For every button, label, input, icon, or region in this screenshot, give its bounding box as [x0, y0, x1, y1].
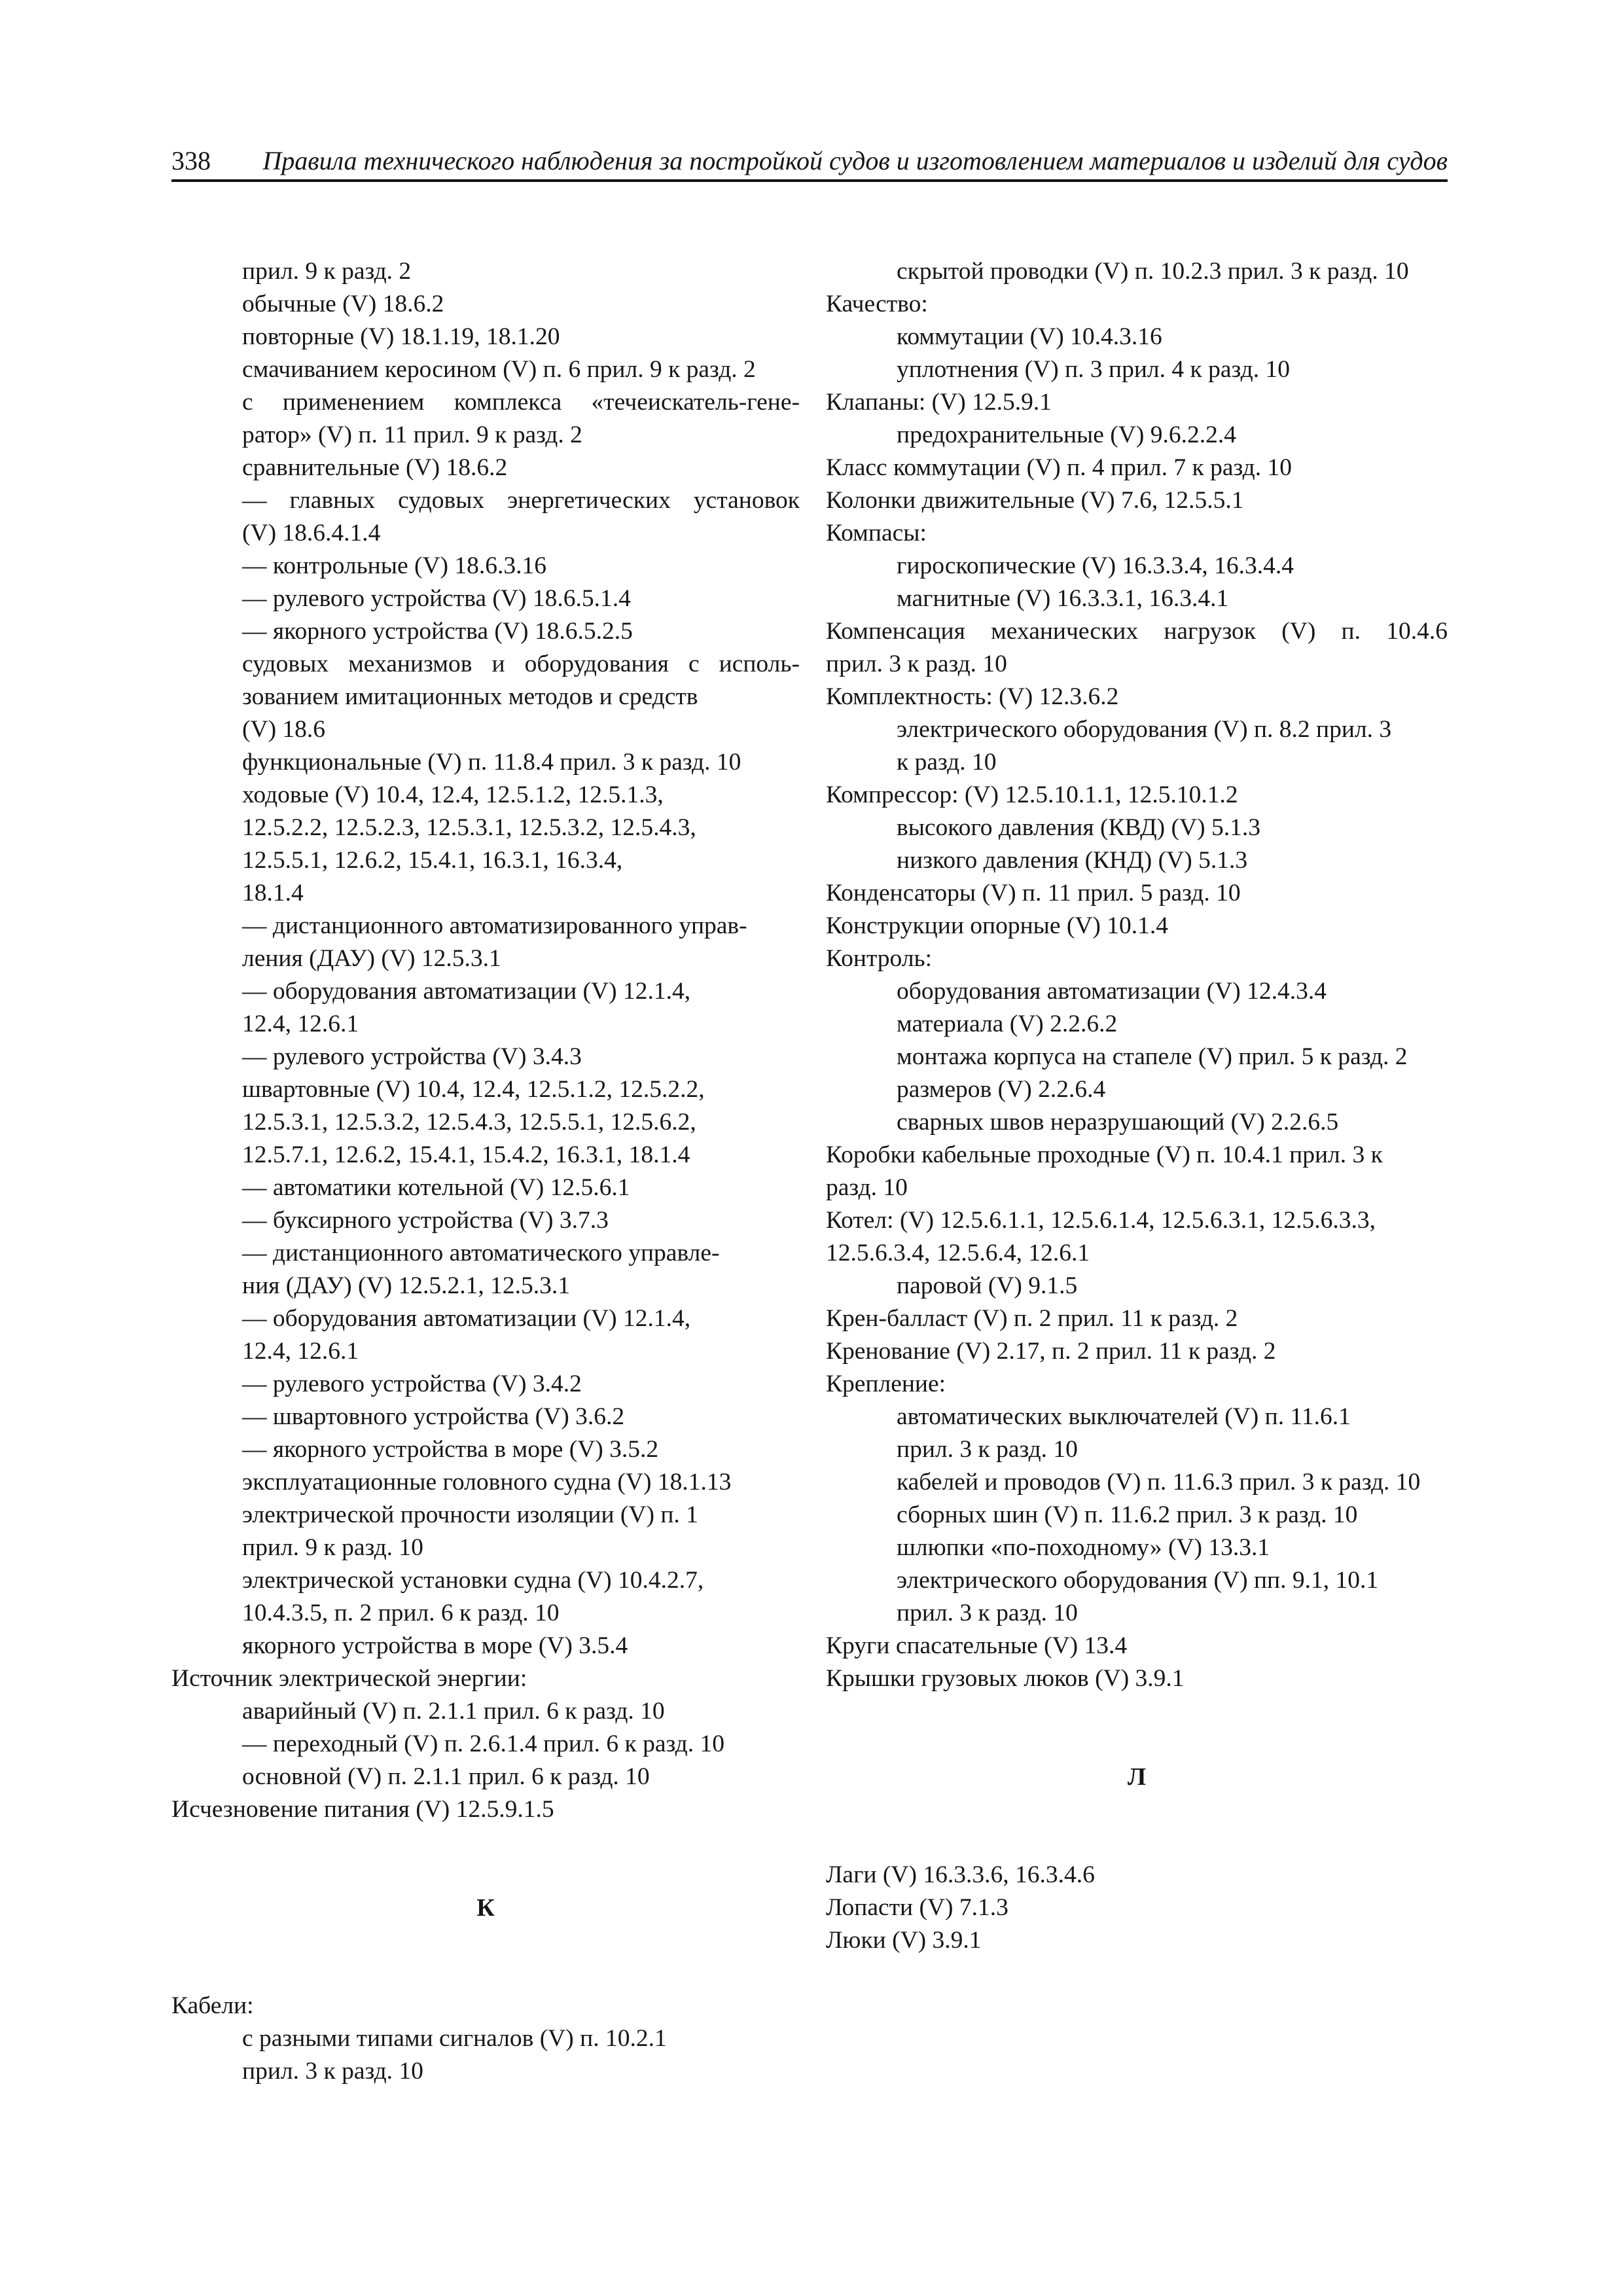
- index-entry: разд. 10: [826, 1174, 908, 1201]
- index-subentry: якорного устройства в море (V) 3.5.4: [242, 1632, 628, 1659]
- index-subentry: — буксирного устройства (V) 3.7.3: [242, 1207, 609, 1234]
- index-subentry: 12.4, 12.6.1: [242, 1011, 359, 1037]
- index-subentry: электрического оборудования (V) п. 8.2 прил. 3: [897, 716, 1392, 743]
- index-subentry: размеров (V) 2.2.6.4: [897, 1076, 1106, 1103]
- running-title: Правила технического наблюдения за постройкой судов и изготовлением материалов и изделий для судов: [262, 146, 1448, 175]
- index-subentry: 12.5.2.2, 12.5.2.3, 12.5.3.1, 12.5.3.2, 12.5.4.3,: [242, 814, 696, 841]
- index-entry: Кабели:: [171, 1992, 254, 2019]
- index-entry: Котел: (V) 12.5.6.1.1, 12.5.6.1.4, 12.5.6.3.1, 12.5.6.3.3,: [826, 1207, 1376, 1234]
- index-subentry: основной (V) п. 2.1.1 прил. 6 к разд. 10: [242, 1763, 650, 1790]
- index-entry: Коробки кабельные проходные (V) п. 10.4.1 прил. 3 к: [826, 1141, 1383, 1168]
- index-subentry: 12.5.7.1, 12.6.2, 15.4.1, 15.4.2, 16.3.1, 18.1.4: [242, 1141, 690, 1168]
- index-subentry: — рулевого устройства (V) 18.6.5.1.4: [242, 585, 631, 612]
- index-subentry: шлюпки «по-походному» (V) 13.3.1: [897, 1534, 1270, 1561]
- index-subentry: к разд. 10: [897, 749, 997, 776]
- index-subentry: 12.5.3.1, 12.5.3.2, 12.5.4.3, 12.5.5.1, 12.5.6.2,: [242, 1109, 696, 1136]
- index-subentry: — оборудования автоматизации (V) 12.1.4,: [242, 1305, 691, 1332]
- index-entry: Крепление:: [826, 1371, 946, 1397]
- spacer: [171, 1859, 800, 1892]
- index-subentry: повторные (V) 18.1.19, 18.1.20: [242, 323, 560, 350]
- index-entry: Компрессор: (V) 12.5.10.1.1, 12.5.10.1.2: [826, 781, 1238, 808]
- index-subentry: прил. 3 к разд. 10: [242, 2058, 423, 2085]
- index-subentry: автоматических выключателей (V) п. 11.6.1: [897, 1403, 1351, 1430]
- spacer: [826, 1793, 1448, 1826]
- index-entry: Крышки грузовых люков (V) 3.9.1: [826, 1665, 1185, 1692]
- index-subentry: судовых механизмов и оборудования с исполь-: [242, 651, 800, 677]
- index-entry: Люки (V) 3.9.1: [826, 1927, 982, 1954]
- spacer: [171, 1924, 800, 1957]
- index-subentry: ления (ДАУ) (V) 12.5.3.1: [242, 945, 501, 972]
- index-subentry: — главных судовых энергетических установок: [242, 487, 800, 514]
- index-subentry: предохранительные (V) 9.6.2.2.4: [897, 422, 1236, 448]
- index-subentry: — переходный (V) п. 2.6.1.4 прил. 6 к разд. 10: [242, 1731, 724, 1757]
- index-subentry: зованием имитационных методов и средств: [242, 683, 698, 710]
- index-subentry: ратор» (V) п. 11 прил. 9 к разд. 2: [242, 422, 582, 448]
- index-entry: Лопасти (V) 7.1.3: [826, 1894, 1008, 1921]
- index-entry: Источник электрической энергии:: [171, 1665, 527, 1692]
- index-subentry: швартовные (V) 10.4, 12.4, 12.5.1.2, 12.5.2.2,: [242, 1076, 705, 1103]
- index-subentry: 18.1.4: [242, 880, 304, 906]
- index-subentry: высокого давления (КВД) (V) 5.1.3: [897, 814, 1260, 841]
- spacer: [171, 1957, 800, 1990]
- index-subentry: скрытой проводки (V) п. 10.2.3 прил. 3 к разд. 10: [897, 258, 1409, 285]
- index-subentry: аварийный (V) п. 2.1.1 прил. 6 к разд. 10: [242, 1698, 665, 1725]
- index-subentry: — оборудования автоматизации (V) 12.1.4,: [242, 978, 691, 1005]
- index-subentry: уплотнения (V) п. 3 прил. 4 к разд. 10: [897, 356, 1290, 383]
- index-subentry: ния (ДАУ) (V) 12.5.2.1, 12.5.3.1: [242, 1272, 570, 1299]
- index-entry: Компасы:: [826, 520, 927, 547]
- index-subentry: — автоматики котельной (V) 12.5.6.1: [242, 1174, 630, 1201]
- index-subentry: — рулевого устройства (V) 3.4.2: [242, 1371, 582, 1397]
- index-subentry: электрической прочности изоляции (V) п. 1: [242, 1501, 698, 1528]
- index-entry: Класс коммутации (V) п. 4 прил. 7 к разд. 10: [826, 454, 1292, 481]
- index-subentry: (V) 18.6: [242, 716, 326, 743]
- letter-heading: Л: [1127, 1763, 1147, 1791]
- spacer: [826, 1695, 1448, 1728]
- index-subentry: кабелей и проводов (V) п. 11.6.3 прил. 3 к разд. 10: [897, 1469, 1421, 1496]
- page-number: 338: [171, 146, 211, 175]
- index-subentry: паровой (V) 9.1.5: [897, 1272, 1078, 1299]
- index-entry: Комплектность: (V) 12.3.6.2: [826, 683, 1119, 710]
- index-subentry: материала (V) 2.2.6.2: [897, 1011, 1118, 1037]
- index-column-left: [171, 255, 800, 2088]
- index-entry: Крен-балласт (V) п. 2 прил. 11 к разд. 2: [826, 1305, 1238, 1332]
- spacer: [826, 1728, 1448, 1761]
- index-subentry: оборудования автоматизации (V) 12.4.3.4: [897, 978, 1327, 1005]
- index-subentry: сборных шин (V) п. 11.6.2 прил. 3 к разд. 10: [897, 1501, 1358, 1528]
- index-subentry: электрического оборудования (V) пп. 9.1, 10.1: [897, 1567, 1379, 1594]
- index-subentry: — контрольные (V) 18.6.3.16: [242, 552, 547, 579]
- index-entry: Конденсаторы (V) п. 11 прил. 5 разд. 10: [826, 880, 1241, 906]
- index-subentry: электрической установки судна (V) 10.4.2.7,: [242, 1567, 704, 1594]
- index-entry: Круги спасательные (V) 13.4: [826, 1632, 1128, 1659]
- index-subentry: (V) 18.6.4.1.4: [242, 520, 381, 547]
- index-subentry: сравнительные (V) 18.6.2: [242, 454, 508, 481]
- index-subentry: магнитные (V) 16.3.3.1, 16.3.4.1: [897, 585, 1229, 612]
- index-subentry: гироскопические (V) 16.3.3.4, 16.3.4.4: [897, 552, 1294, 579]
- index-subentry: с применением комплекса «течеискатель-гене-: [242, 389, 800, 416]
- index-subentry: смачиванием керосином (V) п. 6 прил. 9 к разд. 2: [242, 356, 756, 383]
- index-entry: Исчезновение питания (V) 12.5.9.1.5: [171, 1796, 554, 1823]
- index-subentry: обычные (V) 18.6.2: [242, 291, 444, 317]
- index-subentry: — рулевого устройства (V) 3.4.3: [242, 1043, 582, 1070]
- index-subentry: прил. 3 к разд. 10: [897, 1436, 1078, 1463]
- index-subentry: прил. 9 к разд. 10: [242, 1534, 423, 1561]
- index-entry: Контроль:: [826, 945, 933, 972]
- spacer: [826, 1826, 1448, 1859]
- index-entry: Кренование (V) 2.17, п. 2 прил. 11 к разд. 2: [826, 1338, 1276, 1365]
- index-subentry: эксплуатационные головного судна (V) 18.1.13: [242, 1469, 732, 1496]
- index-subentry: — швартовного устройства (V) 3.6.2: [242, 1403, 625, 1430]
- index-subentry: низкого давления (КНД) (V) 5.1.3: [897, 847, 1248, 874]
- index-subentry: прил. 3 к разд. 10: [897, 1600, 1078, 1626]
- index-entry: 12.5.6.3.4, 12.5.6.4, 12.6.1: [826, 1240, 1090, 1266]
- index-subentry: сварных швов неразрушающий (V) 2.2.6.5: [897, 1109, 1339, 1136]
- index-subentry: функциональные (V) п. 11.8.4 прил. 3 к разд. 10: [242, 749, 741, 776]
- index-entry: Колонки движительные (V) 7.6, 12.5.5.1: [826, 487, 1244, 514]
- index-subentry: — якорного устройства в море (V) 3.5.2: [242, 1436, 659, 1463]
- letter-heading: К: [476, 1894, 495, 1922]
- index-entry: Конструкции опорные (V) 10.1.4: [826, 912, 1169, 939]
- index-subentry: с разными типами сигналов (V) п. 10.2.1: [242, 2025, 667, 2052]
- index-entry: Лаги (V) 16.3.3.6, 16.3.4.6: [826, 1861, 1095, 1888]
- index-subentry: — дистанционного автоматического управле-: [242, 1240, 720, 1266]
- index-subentry: ходовые (V) 10.4, 12.4, 12.5.1.2, 12.5.1.3,: [242, 781, 664, 808]
- index-subentry: 10.4.3.5, п. 2 прил. 6 к разд. 10: [242, 1600, 560, 1626]
- page-header: [171, 145, 1448, 182]
- spacer: [171, 1826, 800, 1859]
- index-subentry: — якорного устройства (V) 18.6.5.2.5: [242, 618, 633, 645]
- index-entry: Качество:: [826, 291, 928, 317]
- index-subentry: монтажа корпуса на стапеле (V) прил. 5 к разд. 2: [897, 1043, 1408, 1070]
- index-subentry: прил. 9 к разд. 2: [242, 258, 412, 285]
- index-entry: прил. 3 к разд. 10: [826, 651, 1007, 677]
- index-entry: Клапаны: (V) 12.5.9.1: [826, 389, 1052, 416]
- index-subentry: 12.4, 12.6.1: [242, 1338, 359, 1365]
- index-column-right: [826, 255, 1448, 1957]
- index-subentry: коммутации (V) 10.4.3.16: [897, 323, 1162, 350]
- index-subentry: 12.5.5.1, 12.6.2, 15.4.1, 16.3.1, 16.3.4,: [242, 847, 623, 874]
- index-subentry: — дистанционного автоматизированного управ-: [242, 912, 747, 939]
- index-entry: Компенсация механических нагрузок (V) п. 10.4.6: [826, 618, 1448, 645]
